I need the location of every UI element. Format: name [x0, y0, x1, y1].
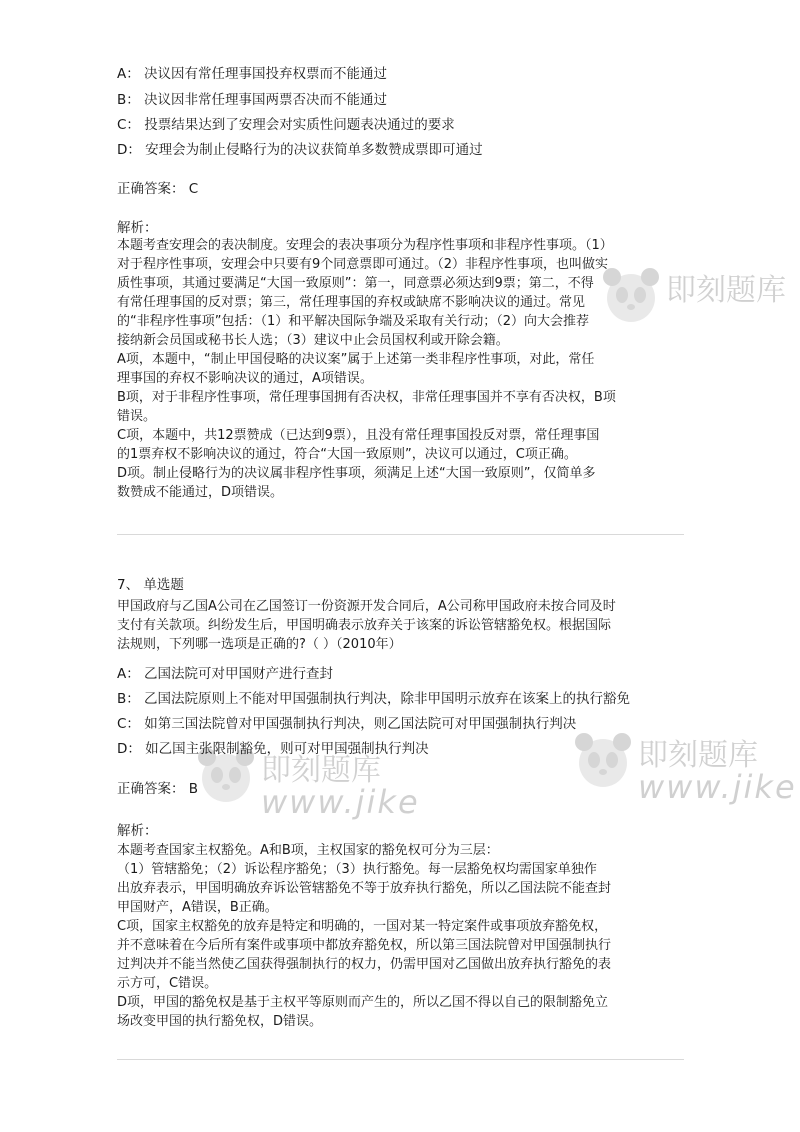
analysis-line: 错误。 — [117, 409, 157, 424]
q7-header: 7、 单选题 — [117, 577, 184, 593]
q6-option-b: B： 决议因非常任理事国两票否决而不能通过 — [117, 92, 388, 108]
q7-stem — [117, 597, 687, 654]
stem-line: 甲国政府与乙国A公司在乙国签订一份资源开发合同后，A公司称甲国政府未按合同及时 — [117, 599, 616, 614]
watermark-brand: 即刻题库 — [638, 738, 758, 773]
analysis-line: 场改变甲国的执行豁免权，D错误。 — [117, 1014, 323, 1029]
q7-correct-answer: 正确答案： B — [117, 781, 199, 797]
analysis-line: 质性事项，其通过要满足“大国一致原则”：第一，同意票必须达到9票；第二，不得 — [117, 276, 594, 291]
analysis-line: 的1票弃权不影响决议的通过，符合“大国一致原则”，决议可以通过，C项正确。 — [117, 447, 577, 462]
q7-option-c: C： 如第三国法院曾对甲国强制执行判决，则乙国法院可对甲国强制执行判决 — [117, 716, 577, 732]
analysis-line: A项，本题中，“制止甲国侵略的决议案”属于上述第一类非程序性事项，对此，常任 — [117, 352, 595, 367]
q6-option-d: D： 安理会为制止侵略行为的决议获简单多数赞成票即可通过 — [117, 142, 483, 158]
q7-analysis — [117, 841, 687, 1031]
q7-option-a: A： 乙国法院可对甲国财产进行查封 — [117, 666, 334, 682]
analysis-line: 出放弃表示，甲国明确放弃诉讼管辖豁免不等于放弃执行豁免，所以乙国法院不能查封 — [117, 881, 612, 896]
watermark-url: www.jike — [261, 783, 420, 821]
analysis-line: 并不意味着在今后所有案件或事项中都放弃豁免权，所以第三国法院曾对甲国强制执行 — [117, 938, 612, 953]
q6-option-a: A： 决议因有常任理事国投弃权票而不能通过 — [117, 66, 388, 82]
analysis-line: D项，甲国的豁免权是基于主权平等原则而产生的，所以乙国不得以自己的限制豁免立 — [117, 995, 609, 1010]
q6-analysis-label: 解析： — [117, 220, 158, 236]
question-divider — [117, 1059, 684, 1060]
panda-logo-icon — [572, 730, 634, 792]
watermark — [572, 730, 800, 840]
analysis-line: （1）管辖豁免；（2）诉讼程序豁免；（3）执行豁免。每一层豁免权均需国家单独作 — [117, 862, 597, 877]
analysis-line: 过判决并不能当然使乙国获得强制执行的权力，仍需甲国对乙国做出放弃执行豁免的表 — [117, 957, 612, 972]
stem-line: 法规则，下列哪一选项是正确的?（ ）（2010年） — [117, 637, 402, 652]
watermark-brand: 即刻题库 — [261, 753, 381, 788]
analysis-line: 有常任理事国的反对票；第三，常任理事国的弃权或缺席不影响决议的通过。常见 — [117, 295, 586, 310]
watermark-url: www.jike — [638, 768, 797, 806]
analysis-line: 本题考查国家主权豁免。A和B项，主权国家的豁免权可分为三层： — [117, 843, 499, 858]
q6-option-c: C： 投票结果达到了安理会对实质性问题表决通过的要求 — [117, 117, 455, 133]
q7-analysis-label: 解析： — [117, 823, 158, 839]
analysis-line: 示方可，C错误。 — [117, 976, 218, 991]
analysis-line: 接纳新会员国或秘书长人选；（3）建议中止会员国权利或开除会籍。 — [117, 333, 509, 348]
analysis-line: 甲国财产，A错误，B正确。 — [117, 900, 278, 915]
analysis-line: 对于程序性事项，安理会中只要有9个同意票即可通过。（2）非程序性事项，也叫做实 — [117, 257, 609, 272]
analysis-line: 理事国的弃权不影响决议的通过，A项错误。 — [117, 371, 373, 386]
analysis-line: D项。制止侵略行为的决议属非程序性事项，须满足上述“大国一致原则”，仅简单多 — [117, 466, 596, 481]
analysis-line: 的“非程序性事项”包括：（1）和平解决国际争端及采取有关行动；（2）向大会推荐 — [117, 314, 590, 329]
question-divider — [117, 534, 684, 535]
analysis-line: C项，国家主权豁免的放弃是特定和明确的，一国对某一特定案件或事项放弃豁免权， — [117, 919, 608, 934]
analysis-line: B项，对于非程序性事项，常任理事国拥有否决权，非常任理事国并不享有否决权，B项 — [117, 390, 616, 405]
q7-option-d: D： 如乙国主张限制豁免，则可对甲国强制执行判决 — [117, 741, 429, 757]
watermark-brand: 即刻题库 — [666, 273, 786, 308]
analysis-line: C项，本题中，共12票赞成（已达到9票），且没有常任理事国投反对票，常任理事国 — [117, 428, 600, 443]
watermark — [195, 745, 435, 845]
q7-option-b: B： 乙国法院原则上不能对甲国强制执行判决，除非甲国明示放弃在该案上的执行豁免 — [117, 691, 631, 707]
analysis-line: 本题考查安理会的表决制度。安理会的表决事项分为程序性事项和非程序性事项。（1） — [117, 238, 613, 253]
stem-line: 支付有关款项。纠纷发生后，甲国明确表示放弃关于该案的诉讼管辖豁免权。根据国际 — [117, 618, 612, 633]
q6-analysis — [117, 236, 687, 502]
analysis-line: 数赞成不能通过，D项错误。 — [117, 485, 284, 500]
q6-correct-answer: 正确答案： C — [117, 181, 199, 197]
